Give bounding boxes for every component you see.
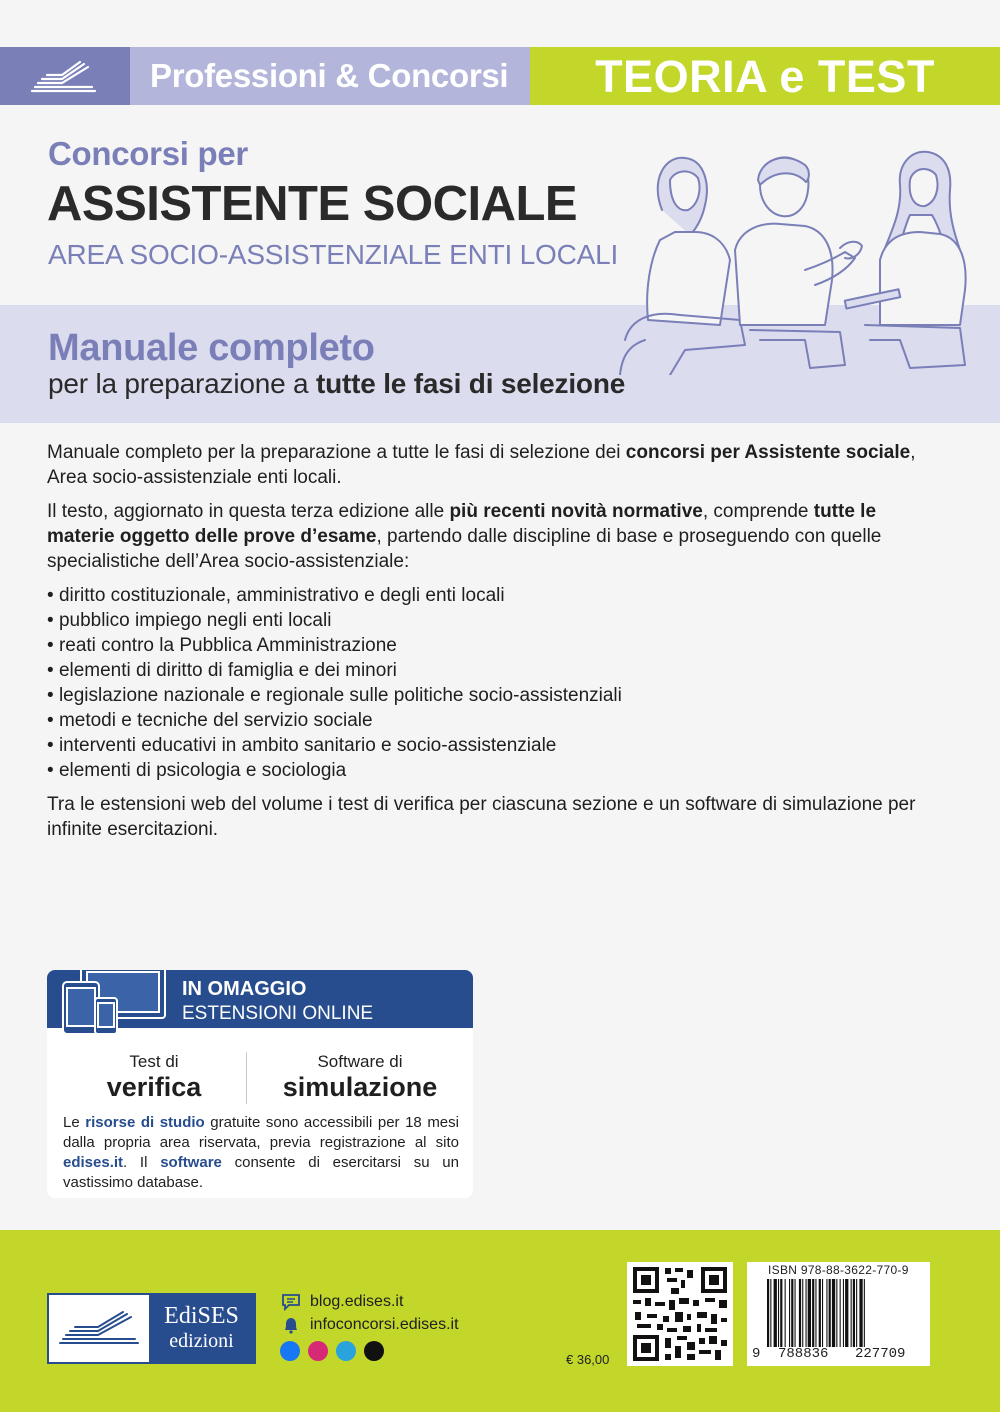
text-span: consente di esercitarsi su un vastissimo database. [63,1154,459,1191]
barcode-bar [826,1279,827,1347]
people-illustration [610,140,1000,375]
text-span: Le [63,1114,86,1131]
text-bold: software [160,1154,222,1171]
book-subtitle: AREA SOCIO-ASSISTENZIALE ENTI LOCALI [48,239,619,270]
gift-box [47,970,473,1198]
barcode-bar [780,1279,782,1347]
barcode-bar [812,1279,814,1347]
text-span: gratuite sono accessibili per 18 mesi dalla propria area riservata, previa registrazione al sito [63,1114,459,1151]
text-bold: concorsi per Assistente sociale [625,442,911,463]
instagram-icon[interactable] [308,1341,328,1361]
contact-links [280,1290,459,1361]
open-book-icon [49,1295,149,1362]
gift-description [63,1113,459,1193]
barcode-bar [785,1279,786,1347]
list-item: • diritto costituzionale, amministrativo e degli enti locali [47,583,932,608]
barcode-bar [774,1279,777,1347]
barcode-bar [851,1279,852,1347]
info-link[interactable] [280,1313,459,1336]
barcode-bar [853,1279,855,1347]
text-span: . Il [123,1154,161,1171]
list-item: • metodi e tecniche del servizio sociale [47,708,932,733]
text-bold: tutte le materie oggetto delle prove d’esame [47,501,877,547]
barcode-bar [819,1279,821,1347]
band-subtitle [48,368,625,400]
tiktok-icon[interactable] [364,1341,384,1361]
barcode-bar [802,1279,803,1347]
gift-subtitle: ESTENSIONI ONLINE [182,1003,374,1024]
divider [246,1052,247,1104]
list-item: • elementi di psicologia e sociologia [47,758,932,783]
isbn-label: ISBN 978-88-3622-770-9 [768,1263,909,1277]
barcode-bar [806,1279,807,1347]
description-p1 [47,440,932,490]
barcode-bar [859,1279,862,1347]
isbn-digits-right: 227709 [855,1346,906,1362]
barcode-bar [791,1279,793,1347]
facebook-icon[interactable] [280,1341,300,1361]
publisher-subname: edizioni [169,1330,234,1352]
barcode-bar [864,1279,865,1347]
barcode-bar [789,1279,790,1347]
description [47,440,932,851]
topic-list [47,583,932,783]
text-span: Il testo, aggiornato in questa terza edizione alle [47,501,450,522]
telegram-icon[interactable] [336,1341,356,1361]
barcode-bar [843,1279,844,1347]
blog-link-text: blog.edises.it [310,1292,404,1310]
price: € 36,00 [566,1352,610,1367]
publisher-name: EdiSES [164,1303,239,1329]
barcode-bar [829,1279,831,1347]
publisher-name-block [149,1295,254,1362]
isbn-digit-first: 9 [752,1346,761,1362]
text-span: Manuale completo per la preparazione a tutte le fasi di selezione dei [47,442,626,463]
text-bold: edises.it [63,1154,124,1171]
barcode-bar [808,1279,811,1347]
barcode [765,1279,920,1347]
barcode-bar [856,1279,857,1347]
description-p3: Tra le estensioni web del volume i test di verifica per ciascuna sezione e un software di simulazione per infinite esercitazioni. [47,794,916,840]
feature-software [265,1052,455,1103]
barcode-bar [832,1279,835,1347]
band-subtitle-bold: tutte le fasi di selezione [316,368,626,399]
chat-icon [280,1293,302,1311]
text-span: , comprende [702,501,814,522]
text-bold: più recenti novità normative [449,501,703,522]
barcode-bar [795,1279,796,1347]
barcode-bar [770,1279,771,1347]
series-name: Professioni & Concorsi [130,47,530,105]
book-title: ASSISTENTE SOCIALE [47,177,578,231]
list-item: • interventi educativi in ambito sanitario e socio-assistenziale [47,733,932,758]
title-prefix: Concorsi per [48,135,248,172]
band-subtitle-plain: per la preparazione a [48,368,316,399]
bell-icon [280,1316,302,1334]
barcode-bar [767,1279,769,1347]
barcode-bar [836,1279,837,1347]
publisher-logo [47,1293,256,1364]
feature-test-small: Test di [129,1052,179,1071]
text-bold: risorse di studio [85,1114,205,1131]
feature-test [79,1052,229,1103]
barcode-bar [822,1279,823,1347]
text-span: , partendo dalle discipline di base e proseguendo con quelle specialistiche dell’Area socio-assistenziale: [47,526,882,572]
book-type-label: TEORIA e TEST [530,47,1000,105]
open-book-icon [0,47,130,105]
barcode-bar [840,1279,841,1347]
list-item: • elementi di diritto di famiglia e dei minori [47,658,932,683]
feature-software-small: Software di [317,1052,403,1071]
barcode-bar [778,1279,779,1347]
series-logo [0,47,130,105]
blog-link[interactable] [280,1290,459,1313]
qr-code[interactable] [627,1262,733,1366]
isbn-digits-left: 788836 [778,1346,829,1362]
top-bar [0,47,1000,105]
description-p2 [47,499,932,574]
list-item: • pubblico impiego negli enti locali [47,608,932,633]
feature-test-big: verifica [106,1072,202,1102]
text-span: , Area socio-assistenziale enti locali. [47,442,916,488]
barcode-bar [815,1279,816,1347]
barcode-bar [845,1279,848,1347]
gift-title: IN OMAGGIO [182,978,307,1000]
list-item: • reati contro la Pubblica Amministrazione [47,633,932,658]
feature-software-big: simulazione [282,1072,438,1102]
social-icons [280,1341,459,1361]
info-link-text: infoconcorsi.edises.it [310,1315,459,1333]
list-item: • legislazione nazionale e regionale sulle politiche socio-assistenziali [47,683,932,708]
band-title: Manuale completo [48,327,375,369]
barcode-bar [799,1279,801,1347]
